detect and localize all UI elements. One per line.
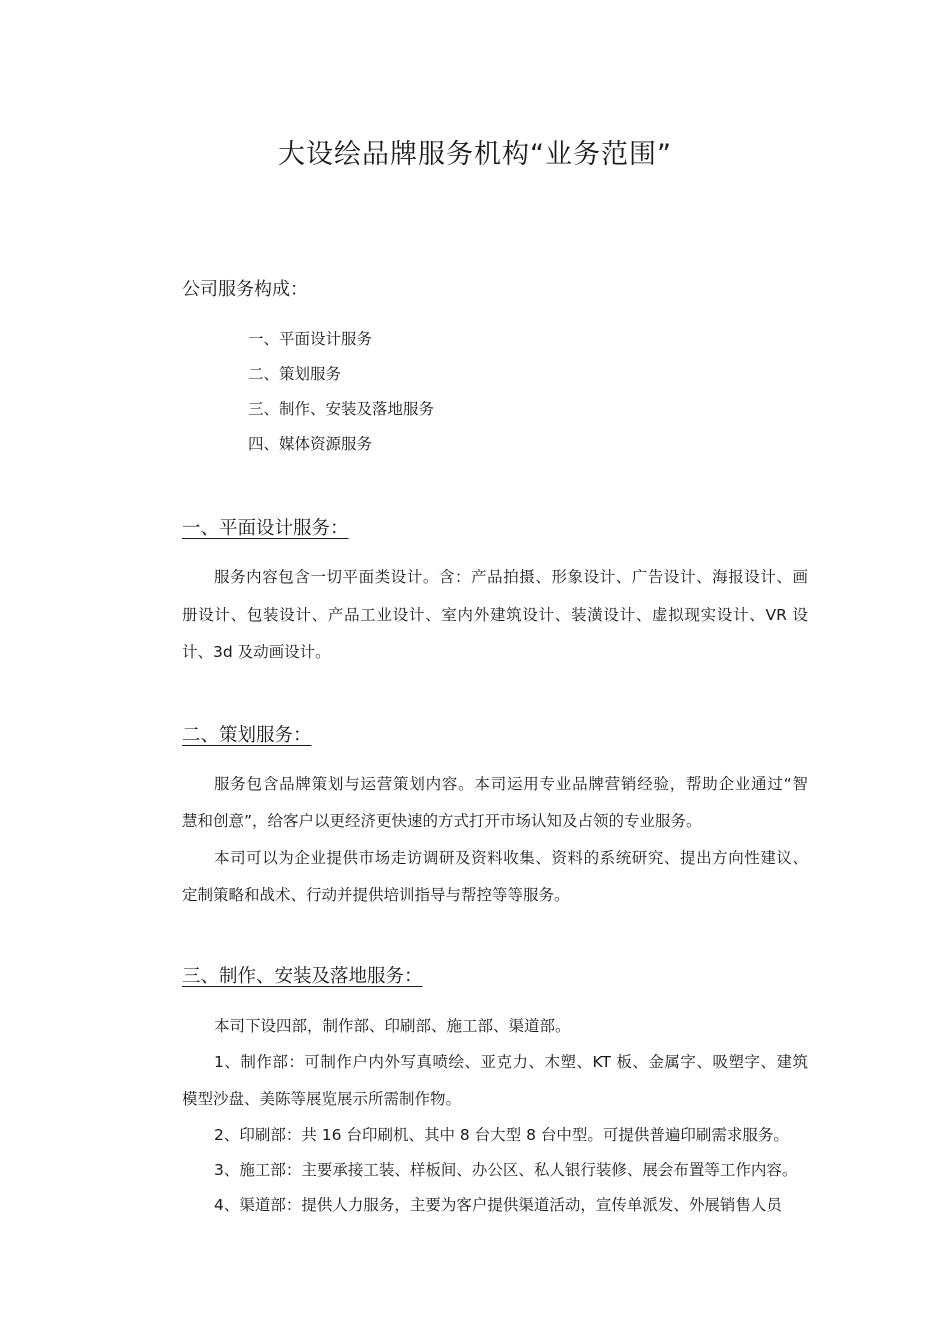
- toc-item: 一、平面设计服务: [248, 330, 373, 348]
- paragraph-line: 定制策略和战术、行动并提供培训指导与帮控等等服务。: [182, 886, 570, 904]
- paragraph-line: 3、施工部：主要承接工装、样板间、办公区、私人银行装修、展会布置等工作内容。: [214, 1161, 798, 1179]
- paragraph-line: 2、印刷部：共 16 台印刷机、其中 8 台大型 8 台中型。可提供普遍印刷需求服务。: [214, 1126, 789, 1144]
- paragraph-line: 4、渠道部：提供人力服务，主要为客户提供渠道活动，宣传单派发、外展销售人员: [214, 1196, 782, 1214]
- section-heading-planning: 二、策划服务：: [182, 725, 312, 746]
- toc-item: 二、策划服务: [248, 365, 342, 383]
- intro-heading: 公司服务构成：: [182, 279, 308, 300]
- section-heading-production: 三、制作、安装及落地服务：: [182, 966, 423, 987]
- toc-item: 三、制作、安装及落地服务: [248, 400, 435, 418]
- paragraph-line: 服务包含品牌策划与运营策划内容。本司运用专业品牌营销经验，帮助企业通过“智: [214, 775, 808, 793]
- section-heading-graphic-design: 一、平面设计服务：: [182, 518, 349, 539]
- paragraph-line: 服务内容包含一切平面类设计。含：产品拍摄、形象设计、广告设计、海报设计、画: [214, 568, 808, 586]
- paragraph-line: 1、制作部：可制作户内外写真喷绘、亚克力、木塑、KT 板、金属字、吸塑字、建筑: [214, 1053, 808, 1071]
- paragraph-line: 计、3d 及动画设计。: [182, 643, 331, 661]
- paragraph-line: 本司可以为企业提供市场走访调研及资料收集、资料的系统研究、提出方向性建议、: [214, 849, 808, 867]
- toc-item: 四、媒体资源服务: [248, 435, 373, 453]
- paragraph-line: 慧和创意”，给客户以更经济更快速的方式打开市场认知及占领的专业服务。: [182, 812, 702, 830]
- page-title: 大设绘品牌服务机构“业务范围”: [278, 139, 672, 170]
- paragraph-line: 册设计、包装设计、产品工业设计、室内外建筑设计、装潢设计、虚拟现实设计、VR 设: [182, 606, 808, 624]
- paragraph-line: 本司下设四部，制作部、印刷部、施工部、渠道部。: [214, 1017, 571, 1035]
- paragraph-line: 模型沙盘、美陈等展览展示所需制作物。: [182, 1090, 462, 1108]
